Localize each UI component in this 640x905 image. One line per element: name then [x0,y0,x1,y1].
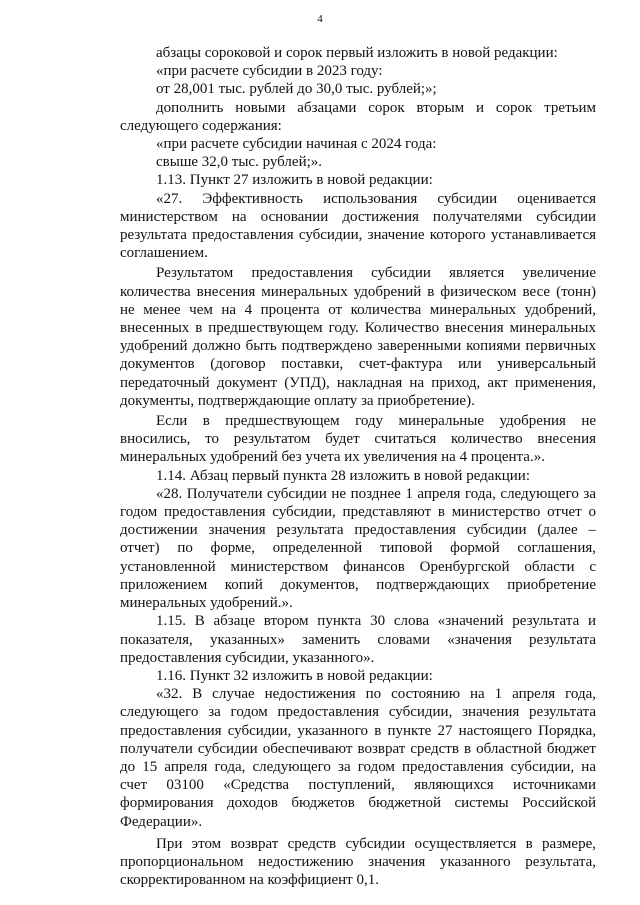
page-number: 4 [317,13,323,25]
paragraph-9: Результатом предоставления субсидии является увеличение количества внесения минеральных удобрений в физическом весе (тонн) не менее чем на 4 процента от количества минеральных удобрений, внесенных в предшествующем году. Количество внесения минеральных удобрений должно быть подтверждено заверенными копиями первичных документов (договор поставки, счет-фактура или универсальный передаточный документ (УПД), накладная на приход, акт применения, документы, подтверждающие оплату за приобретение). [120,265,596,409]
document-body [120,44,596,889]
paragraph-11: 1.14. Абзац первый пункта 28 изложить в новой редакции: [156,467,530,484]
paragraph-16: При этом возврат средств субсидии осуществляется в размере, пропорциональном недостижению значения указанного результата, скорректированном на коэффициент 0,1. [120,835,596,889]
paragraph-4: дополнить новыми абзацами сорок вторым и сорок третьим следующего содержания: [120,99,596,134]
paragraph-12: «28. Получатели субсидии не позднее 1 апреля года, следующего за годом предоставления субсидии, представляют в министерство отчет о достижении значения результата предоставления субсидии (далее – отчет) по форме, определенной типовой формой соглашения, установленной министерством финансов Оренбургской области с приложением копий документов, подтверждающих приобретение минеральных удобрений.». [120,485,596,612]
paragraph-15: «32. В случае недостижения по состоянию на 1 апреля года, следующего за годом предоставления субсидии, значения результата предоставления субсидии, указанного в пункте 27 настоящего Порядка, получатели субсидии обеспечивают возврат средств в областной бюджет до 15 апреля года, следующего за годом предоставления субсидии, на счет 03100 «Средства поступлений, являющихся источниками формирования доходов бюджетов бюджетной системы Российской Федерации». [120,686,596,830]
paragraph-13: 1.15. В абзаце втором пункта 30 слова «значений результата и показателя, указанных» заменить словами «значения результата предоставления субсидии, указанного». [120,613,596,666]
paragraph-7: 1.13. Пункт 27 изложить в новой редакции: [156,172,433,189]
paragraph-6: свыше 32,0 тыс. рублей;». [156,154,323,171]
paragraph-8: «27. Эффективность использования субсидии оценивается министерством на основании достижения получателями субсидии результата предоставления субсидии, значение которого устанавливается соглашением. [120,190,596,262]
paragraph-2: «при расчете субсидии в 2023 году: [156,63,383,80]
paragraph-10: Если в предшествующем году минеральные удобрения не вносились, то результатом будет считаться количество внесения минеральных удобрений без учета их увеличения на 4 процента.». [120,413,596,466]
paragraph-3: от 28,001 тыс. рублей до 30,0 тыс. рублей;»; [156,81,437,98]
paragraph-5: «при расчете субсидии начиная с 2024 года: [156,136,437,153]
paragraph-1: абзацы сороковой и сорок первый изложить в новой редакции: [156,45,558,61]
paragraph-14: 1.16. Пункт 32 изложить в новой редакции: [156,667,433,684]
